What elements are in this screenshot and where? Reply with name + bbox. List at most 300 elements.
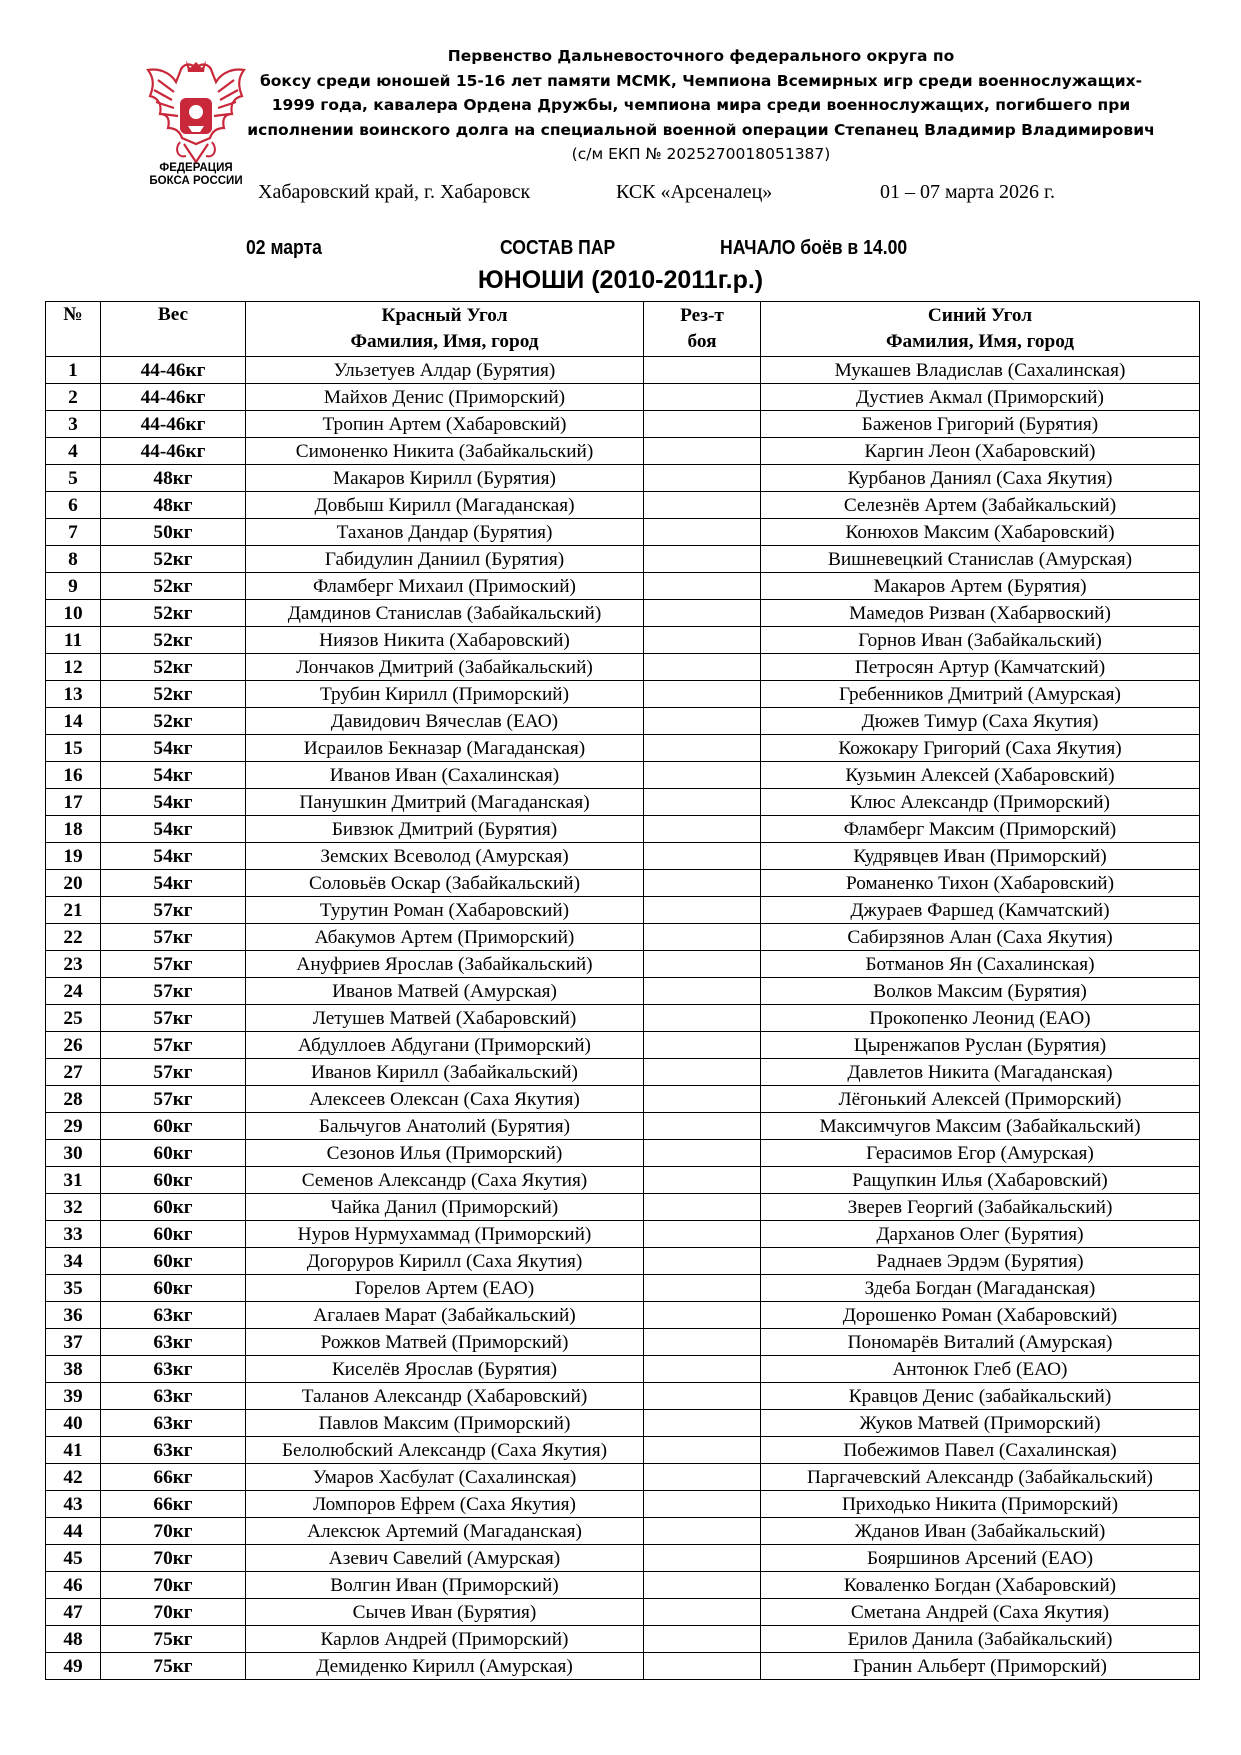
blue-corner-boxer: Зверев Георгий (Забайкальский) — [761, 1194, 1200, 1221]
bout-number: 6 — [46, 492, 101, 519]
red-corner-boxer: Чайка Данил (Приморский) — [246, 1194, 644, 1221]
table-row — [46, 1248, 1200, 1275]
bout-number: 42 — [46, 1464, 101, 1491]
red-corner-boxer: Исраилов Бекназар (Магаданская) — [246, 735, 644, 762]
bout-number: 39 — [46, 1383, 101, 1410]
bout-number: 41 — [46, 1437, 101, 1464]
bout-number: 10 — [46, 600, 101, 627]
weight-class: 70кг — [101, 1599, 246, 1626]
bout-number: 29 — [46, 1113, 101, 1140]
blue-corner-boxer: Вишневецкий Станислав (Амурская) — [761, 546, 1200, 573]
header-num: № — [46, 302, 101, 357]
blue-corner-boxer: Петросян Артур (Камчатский) — [761, 654, 1200, 681]
red-corner-boxer: Иванов Кирилл (Забайкальский) — [246, 1059, 644, 1086]
blue-corner-boxer: Сметана Андрей (Саха Якутия) — [761, 1599, 1200, 1626]
bout-result — [644, 1086, 761, 1113]
weight-class: 52кг — [101, 573, 246, 600]
blue-corner-boxer: Жданов Иван (Забайкальский) — [761, 1518, 1200, 1545]
table-row — [46, 600, 1200, 627]
pairs-heading: СОСТАВ ПАР — [500, 237, 616, 259]
weight-class: 60кг — [101, 1275, 246, 1302]
bout-day: 02 марта — [246, 237, 322, 259]
bout-number: 46 — [46, 1572, 101, 1599]
table-row — [46, 1653, 1200, 1680]
blue-corner-boxer: Мамедов Ризван (Хабарвоский) — [761, 600, 1200, 627]
table-row — [46, 654, 1200, 681]
red-corner-boxer: Алексеев Олексан (Саха Якутия) — [246, 1086, 644, 1113]
table-row — [46, 492, 1200, 519]
blue-corner-boxer: Кравцов Денис (забайкальский) — [761, 1383, 1200, 1410]
blue-corner-boxer: Конюхов Максим (Хабаровский) — [761, 519, 1200, 546]
red-corner-boxer: Соловьёв Оскар (Забайкальский) — [246, 870, 644, 897]
bout-result — [644, 1140, 761, 1167]
weight-class: 54кг — [101, 816, 246, 843]
red-corner-boxer: Габидулин Даниил (Бурятия) — [246, 546, 644, 573]
tournament-title — [228, 44, 1174, 167]
bout-number: 7 — [46, 519, 101, 546]
blue-corner-boxer: Дарханов Олег (Бурятия) — [761, 1221, 1200, 1248]
weight-class: 52кг — [101, 546, 246, 573]
weight-class: 70кг — [101, 1572, 246, 1599]
bout-result — [644, 789, 761, 816]
table-row — [46, 735, 1200, 762]
bout-result — [644, 1491, 761, 1518]
header-weight: Вес — [101, 302, 246, 357]
red-corner-boxer: Семенов Александр (Саха Якутия) — [246, 1167, 644, 1194]
weight-class: 60кг — [101, 1221, 246, 1248]
red-corner-boxer: Земских Всеволод (Амурская) — [246, 843, 644, 870]
header-blue-corner — [761, 302, 1200, 357]
table-row — [46, 816, 1200, 843]
header-red-corner — [246, 302, 644, 357]
bout-number: 24 — [46, 978, 101, 1005]
red-corner-boxer: Сезонов Илья (Приморский) — [246, 1140, 644, 1167]
table-row — [46, 1545, 1200, 1572]
table-row — [46, 1086, 1200, 1113]
bout-number: 31 — [46, 1167, 101, 1194]
bout-result — [644, 1653, 761, 1680]
bout-result — [644, 1329, 761, 1356]
table-row — [46, 438, 1200, 465]
bout-result — [644, 546, 761, 573]
bout-number: 48 — [46, 1626, 101, 1653]
venue: КСК «Арсеналец» — [616, 181, 773, 203]
weight-class: 44-46кг — [101, 438, 246, 465]
red-corner-boxer: Бальчугов Анатолий (Бурятия) — [246, 1113, 644, 1140]
bout-result — [644, 1113, 761, 1140]
weight-class: 75кг — [101, 1653, 246, 1680]
blue-corner-boxer: Гранин Альберт (Приморский) — [761, 1653, 1200, 1680]
weight-class: 54кг — [101, 762, 246, 789]
title-line-2: боксу среди юношей 15-16 лет памяти МСМК, Чемпиона Всемирных игр среди военнослужащих- — [259, 71, 1143, 90]
bout-result — [644, 1248, 761, 1275]
blue-corner-boxer: Романенко Тихон (Хабаровский) — [761, 870, 1200, 897]
blue-corner-boxer: Антонюк Глеб (ЕАО) — [761, 1356, 1200, 1383]
red-corner-boxer: Давидович Вячеслав (ЕАО) — [246, 708, 644, 735]
red-corner-boxer: Иванов Матвей (Амурская) — [246, 978, 644, 1005]
red-corner-boxer: Нуров Нурмухаммад (Приморский) — [246, 1221, 644, 1248]
bout-result — [644, 681, 761, 708]
blue-corner-boxer: Баженов Григорий (Бурятия) — [761, 411, 1200, 438]
table-row — [46, 573, 1200, 600]
red-corner-boxer: Иванов Иван (Сахалинская) — [246, 762, 644, 789]
weight-class: 63кг — [101, 1356, 246, 1383]
red-corner-boxer: Лончаков Дмитрий (Забайкальский) — [246, 654, 644, 681]
table-row — [46, 951, 1200, 978]
bout-number: 12 — [46, 654, 101, 681]
red-corner-boxer: Павлов Максим (Приморский) — [246, 1410, 644, 1437]
table-row — [46, 1626, 1200, 1653]
weight-class: 63кг — [101, 1410, 246, 1437]
weight-class: 60кг — [101, 1194, 246, 1221]
weight-class: 52кг — [101, 600, 246, 627]
blue-corner-boxer: Бояршинов Арсений (ЕАО) — [761, 1545, 1200, 1572]
bout-result — [644, 438, 761, 465]
red-corner-boxer: Рожков Матвей (Приморский) — [246, 1329, 644, 1356]
blue-corner-boxer: Кузьмин Алексей (Хабаровский) — [761, 762, 1200, 789]
bout-number: 15 — [46, 735, 101, 762]
blue-corner-boxer: Коваленко Богдан (Хабаровский) — [761, 1572, 1200, 1599]
bout-result — [644, 708, 761, 735]
red-corner-boxer: Довбыш Кирилл (Магаданская) — [246, 492, 644, 519]
red-corner-boxer: Абдуллоев Абдугани (Приморский) — [246, 1032, 644, 1059]
blue-corner-boxer: Дорошенко Роман (Хабаровский) — [761, 1302, 1200, 1329]
blue-corner-boxer: Волков Максим (Бурятия) — [761, 978, 1200, 1005]
bout-number: 2 — [46, 384, 101, 411]
table-row — [46, 1032, 1200, 1059]
red-corner-boxer: Горелов Артем (ЕАО) — [246, 1275, 644, 1302]
red-corner-boxer: Симоненко Никита (Забайкальский) — [246, 438, 644, 465]
weight-class: 63кг — [101, 1437, 246, 1464]
blue-corner-boxer: Приходько Никита (Приморский) — [761, 1491, 1200, 1518]
bout-result — [644, 1275, 761, 1302]
blue-corner-boxer: Кудрявцев Иван (Приморский) — [761, 843, 1200, 870]
red-corner-boxer: Киселёв Ярослав (Бурятия) — [246, 1356, 644, 1383]
bout-number: 4 — [46, 438, 101, 465]
weight-class: 60кг — [101, 1140, 246, 1167]
bout-result — [644, 843, 761, 870]
blue-corner-boxer: Ращупкин Илья (Хабаровский) — [761, 1167, 1200, 1194]
table-row — [46, 1140, 1200, 1167]
event-dates: 01 – 07 марта 2026 г. — [880, 181, 1055, 203]
bout-result — [644, 1356, 761, 1383]
weight-class: 57кг — [101, 897, 246, 924]
weight-class: 63кг — [101, 1383, 246, 1410]
blue-corner-boxer: Паргачевский Александр (Забайкальский) — [761, 1464, 1200, 1491]
weight-class: 63кг — [101, 1329, 246, 1356]
blue-corner-boxer: Лёгонький Алексей (Приморский) — [761, 1086, 1200, 1113]
table-row — [46, 1302, 1200, 1329]
table-row — [46, 1599, 1200, 1626]
bout-number: 35 — [46, 1275, 101, 1302]
blue-corner-boxer: Жуков Матвей (Приморский) — [761, 1410, 1200, 1437]
red-corner-boxer: Дамдинов Станислав (Забайкальский) — [246, 600, 644, 627]
bout-result — [644, 1167, 761, 1194]
red-corner-boxer: Волгин Иван (Приморский) — [246, 1572, 644, 1599]
table-row — [46, 384, 1200, 411]
bout-result — [644, 1383, 761, 1410]
red-corner-boxer: Тропин Артем (Хабаровский) — [246, 411, 644, 438]
header-blue-line2: Фамилия, Имя, город — [885, 331, 1075, 352]
red-corner-boxer: Ниязов Никита (Хабаровский) — [246, 627, 644, 654]
bout-result — [644, 924, 761, 951]
red-corner-boxer: Турутин Роман (Хабаровский) — [246, 897, 644, 924]
bout-number: 37 — [46, 1329, 101, 1356]
bout-number: 18 — [46, 816, 101, 843]
bout-number: 8 — [46, 546, 101, 573]
bout-result — [644, 654, 761, 681]
table-row — [46, 1410, 1200, 1437]
table-row — [46, 1437, 1200, 1464]
weight-class: 57кг — [101, 951, 246, 978]
red-corner-boxer: Фламберг Михаил (Примоский) — [246, 573, 644, 600]
weight-class: 70кг — [101, 1518, 246, 1545]
weight-class: 57кг — [101, 1032, 246, 1059]
bout-number: 45 — [46, 1545, 101, 1572]
weight-class: 66кг — [101, 1464, 246, 1491]
bout-result — [644, 1545, 761, 1572]
weight-class: 52кг — [101, 681, 246, 708]
table-row — [46, 1329, 1200, 1356]
header-result-line2: боя — [687, 331, 717, 352]
weight-class: 75кг — [101, 1626, 246, 1653]
blue-corner-boxer: Дюжев Тимур (Саха Якутия) — [761, 708, 1200, 735]
table-row — [46, 897, 1200, 924]
table-row — [46, 789, 1200, 816]
blue-corner-boxer: Побежимов Павел (Сахалинская) — [761, 1437, 1200, 1464]
weight-class: 63кг — [101, 1302, 246, 1329]
weight-class: 60кг — [101, 1167, 246, 1194]
weight-class: 57кг — [101, 978, 246, 1005]
red-corner-boxer: Ломпоров Ефрем (Саха Якутия) — [246, 1491, 644, 1518]
blue-corner-boxer: Селезнёв Артем (Забайкальский) — [761, 492, 1200, 519]
weight-class: 44-46кг — [101, 357, 246, 384]
red-corner-boxer: Догоруров Кирилл (Саха Якутия) — [246, 1248, 644, 1275]
red-corner-boxer: Летушев Матвей (Хабаровский) — [246, 1005, 644, 1032]
bout-result — [644, 1464, 761, 1491]
bout-number: 16 — [46, 762, 101, 789]
bout-result — [644, 1518, 761, 1545]
bout-number: 49 — [46, 1653, 101, 1680]
table-row — [46, 1221, 1200, 1248]
bout-number: 21 — [46, 897, 101, 924]
weight-class: 57кг — [101, 924, 246, 951]
bout-result — [644, 627, 761, 654]
red-corner-boxer: Трубин Кирилл (Приморский) — [246, 681, 644, 708]
table-row — [46, 924, 1200, 951]
table-row — [46, 843, 1200, 870]
table-row — [46, 1194, 1200, 1221]
bout-number: 14 — [46, 708, 101, 735]
blue-corner-boxer: Каргин Леон (Хабаровский) — [761, 438, 1200, 465]
weight-class: 66кг — [101, 1491, 246, 1518]
bout-number: 1 — [46, 357, 101, 384]
weight-class: 70кг — [101, 1545, 246, 1572]
weight-class: 52кг — [101, 627, 246, 654]
weight-class: 57кг — [101, 1059, 246, 1086]
bout-number: 28 — [46, 1086, 101, 1113]
red-corner-boxer: Сычев Иван (Бурятия) — [246, 1599, 644, 1626]
bout-result — [644, 357, 761, 384]
bout-result — [644, 897, 761, 924]
bout-result — [644, 573, 761, 600]
bout-number: 43 — [46, 1491, 101, 1518]
bout-result — [644, 762, 761, 789]
bout-number: 25 — [46, 1005, 101, 1032]
blue-corner-boxer: Ерилов Данила (Забайкальский) — [761, 1626, 1200, 1653]
pairs-table-body — [46, 357, 1200, 1680]
weight-class: 44-46кг — [101, 384, 246, 411]
blue-corner-boxer: Курбанов Даниял (Саха Якутия) — [761, 465, 1200, 492]
red-corner-boxer: Алексюк Артемий (Магаданская) — [246, 1518, 644, 1545]
bout-number: 34 — [46, 1248, 101, 1275]
blue-corner-boxer: Горнов Иван (Забайкальский) — [761, 627, 1200, 654]
blue-corner-boxer: Ботманов Ян (Сахалинская) — [761, 951, 1200, 978]
header-result-line1: Рез-т — [680, 305, 724, 326]
blue-corner-boxer: Гребенников Дмитрий (Амурская) — [761, 681, 1200, 708]
ekp-number: (с/м ЕКП № 2025270018051387) — [571, 145, 831, 163]
bout-result — [644, 384, 761, 411]
weight-class: 54кг — [101, 870, 246, 897]
red-corner-boxer: Умаров Хасбулат (Сахалинская) — [246, 1464, 644, 1491]
weight-class: 60кг — [101, 1248, 246, 1275]
bout-result — [644, 1194, 761, 1221]
weight-class: 50кг — [101, 519, 246, 546]
bout-result — [644, 1005, 761, 1032]
bout-number: 17 — [46, 789, 101, 816]
header-blue-line1: Синий Угол — [927, 305, 1033, 326]
bout-result — [644, 411, 761, 438]
table-row — [46, 978, 1200, 1005]
red-corner-boxer: Ульзетуев Алдар (Бурятия) — [246, 357, 644, 384]
blue-corner-boxer: Дустиев Акмал (Приморский) — [761, 384, 1200, 411]
blue-corner-boxer: Пономарёв Виталий (Амурская) — [761, 1329, 1200, 1356]
red-corner-boxer: Макаров Кирилл (Бурятия) — [246, 465, 644, 492]
table-row — [46, 1383, 1200, 1410]
bout-number: 5 — [46, 465, 101, 492]
red-corner-boxer: Бивзюк Дмитрий (Бурятия) — [246, 816, 644, 843]
header-red-line2: Фамилия, Имя, город — [350, 331, 539, 352]
table-row — [46, 762, 1200, 789]
table-row — [46, 1059, 1200, 1086]
red-corner-boxer: Таханов Дандар (Бурятия) — [246, 519, 644, 546]
pairs-table — [45, 301, 1200, 1680]
blue-corner-boxer: Кожокару Григорий (Саха Якутия) — [761, 735, 1200, 762]
bout-number: 40 — [46, 1410, 101, 1437]
bout-number: 44 — [46, 1518, 101, 1545]
table-header-row — [46, 302, 1200, 357]
blue-corner-boxer: Цыренжапов Руслан (Бурятия) — [761, 1032, 1200, 1059]
table-row — [46, 1167, 1200, 1194]
header-result — [644, 302, 761, 357]
location: Хабаровский край, г. Хабаровск — [258, 181, 531, 203]
bout-number: 20 — [46, 870, 101, 897]
blue-corner-boxer: Герасимов Егор (Амурская) — [761, 1140, 1200, 1167]
blue-corner-boxer: Здеба Богдан (Магаданская) — [761, 1275, 1200, 1302]
bout-result — [644, 735, 761, 762]
bout-number: 11 — [46, 627, 101, 654]
bout-result — [644, 1437, 761, 1464]
weight-class: 57кг — [101, 1005, 246, 1032]
bout-result — [644, 1626, 761, 1653]
bout-number: 27 — [46, 1059, 101, 1086]
table-row — [46, 870, 1200, 897]
bout-number: 33 — [46, 1221, 101, 1248]
blue-corner-boxer: Фламберг Максим (Приморский) — [761, 816, 1200, 843]
bout-number: 23 — [46, 951, 101, 978]
bout-number: 38 — [46, 1356, 101, 1383]
red-corner-boxer: Агалаев Марат (Забайкальский) — [246, 1302, 644, 1329]
bout-number: 9 — [46, 573, 101, 600]
red-corner-boxer: Таланов Александр (Хабаровский) — [246, 1383, 644, 1410]
bout-result — [644, 1410, 761, 1437]
bout-result — [644, 978, 761, 1005]
bout-result — [644, 1572, 761, 1599]
weight-class: 48кг — [101, 492, 246, 519]
bout-number: 19 — [46, 843, 101, 870]
blue-corner-boxer: Клюс Александр (Приморский) — [761, 789, 1200, 816]
weight-class: 60кг — [101, 1113, 246, 1140]
bout-number: 26 — [46, 1032, 101, 1059]
bout-result — [644, 1032, 761, 1059]
bout-number: 36 — [46, 1302, 101, 1329]
bout-result — [644, 1302, 761, 1329]
table-row — [46, 1572, 1200, 1599]
table-row — [46, 411, 1200, 438]
table-row — [46, 1005, 1200, 1032]
red-corner-boxer: Майхов Денис (Приморский) — [246, 384, 644, 411]
title-line-4: исполнении воинского долга на специальной военной операции Степанец Владимир Владимирович — [247, 120, 1155, 139]
blue-corner-boxer: Давлетов Никита (Магаданская) — [761, 1059, 1200, 1086]
bout-number: 13 — [46, 681, 101, 708]
red-corner-boxer: Абакумов Артем (Приморский) — [246, 924, 644, 951]
bout-result — [644, 951, 761, 978]
table-row — [46, 1518, 1200, 1545]
blue-corner-boxer: Сабирзянов Алан (Саха Якутия) — [761, 924, 1200, 951]
table-row — [46, 1464, 1200, 1491]
logo-caption-line-2: БОКСА РОССИИ — [149, 175, 243, 187]
bout-result — [644, 1059, 761, 1086]
table-row — [46, 1113, 1200, 1140]
blue-corner-boxer: Макаров Артем (Бурятия) — [761, 573, 1200, 600]
table-row — [46, 681, 1200, 708]
table-row — [46, 519, 1200, 546]
bout-number: 3 — [46, 411, 101, 438]
weight-class: 44-46кг — [101, 411, 246, 438]
bout-result — [644, 600, 761, 627]
red-corner-boxer: Ануфриев Ярослав (Забайкальский) — [246, 951, 644, 978]
blue-corner-boxer: Максимчугов Максим (Забайкальский) — [761, 1113, 1200, 1140]
bout-number: 47 — [46, 1599, 101, 1626]
weight-class: 54кг — [101, 843, 246, 870]
weight-class: 54кг — [101, 789, 246, 816]
red-corner-boxer: Белолюбский Александр (Саха Якутия) — [246, 1437, 644, 1464]
table-row — [46, 546, 1200, 573]
bout-result — [644, 519, 761, 546]
blue-corner-boxer: Джураев Фаршед (Камчатский) — [761, 897, 1200, 924]
bout-number: 22 — [46, 924, 101, 951]
red-corner-boxer: Демиденко Кирилл (Амурская) — [246, 1653, 644, 1680]
title-line-1: Первенство Дальневосточного федерального округа по — [447, 47, 955, 65]
title-line-3: 1999 года, кавалера Ордена Дружбы, чемпиона мира среди военнослужащих, погибшего при — [271, 96, 1131, 114]
bout-result — [644, 870, 761, 897]
bout-number: 30 — [46, 1140, 101, 1167]
bout-result — [644, 465, 761, 492]
age-category: ЮНОШИ (2010-2011г.р.) — [477, 266, 764, 294]
table-row — [46, 465, 1200, 492]
table-row — [46, 1275, 1200, 1302]
red-corner-boxer: Панушкин Дмитрий (Магаданская) — [246, 789, 644, 816]
